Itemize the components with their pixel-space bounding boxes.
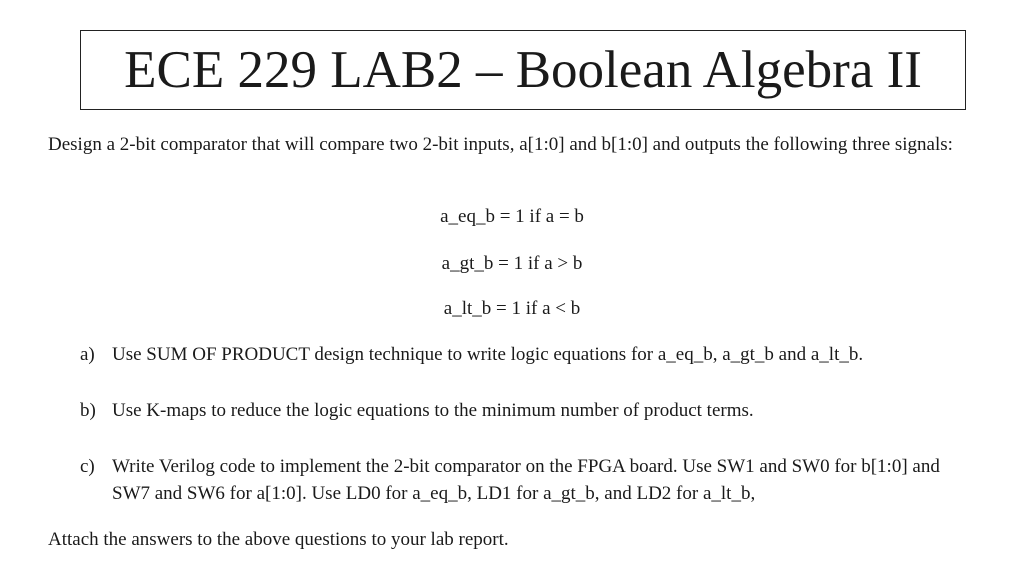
question-b-text: Use K-maps to reduce the logic equations to the minimum number of product terms. — [112, 400, 754, 421]
intro-paragraph: Design a 2-bit comparator that will compare two 2-bit inputs, a[1:0] and b[1:0] and outputs the following three signals: — [48, 134, 953, 155]
question-a-marker: a) — [80, 344, 95, 365]
equation-a-gt-b: a_gt_b = 1 if a > b — [441, 253, 583, 274]
question-c-marker: c) — [80, 456, 95, 477]
question-c-text: Write Verilog code to implement the 2-bit comparator on the FPGA board. Use SW1 and SW0 for b[1:0] and SW7 and SW6 for a[1:0]. Use LD0 for a_eq_b, LD1 for a_gt_b, and LD2 for a_lt_b, — [112, 456, 940, 504]
closing-paragraph: Attach the answers to the above questions to your lab report. — [48, 529, 509, 550]
question-b — [80, 397, 980, 424]
question-a — [80, 341, 980, 368]
equation-a-eq-b: a_eq_b = 1 if a = b — [440, 206, 584, 227]
page-title: ECE 229 LAB2 – Boolean Algebra II — [124, 40, 922, 99]
equation-a-lt-b: a_lt_b = 1 if a < b — [443, 298, 581, 319]
question-b-marker: b) — [80, 400, 96, 421]
question-c — [80, 453, 980, 507]
question-a-text: Use SUM OF PRODUCT design technique to write logic equations for a_eq_b, a_gt_b and a_lt_b. — [112, 344, 864, 365]
title-box — [80, 30, 966, 110]
